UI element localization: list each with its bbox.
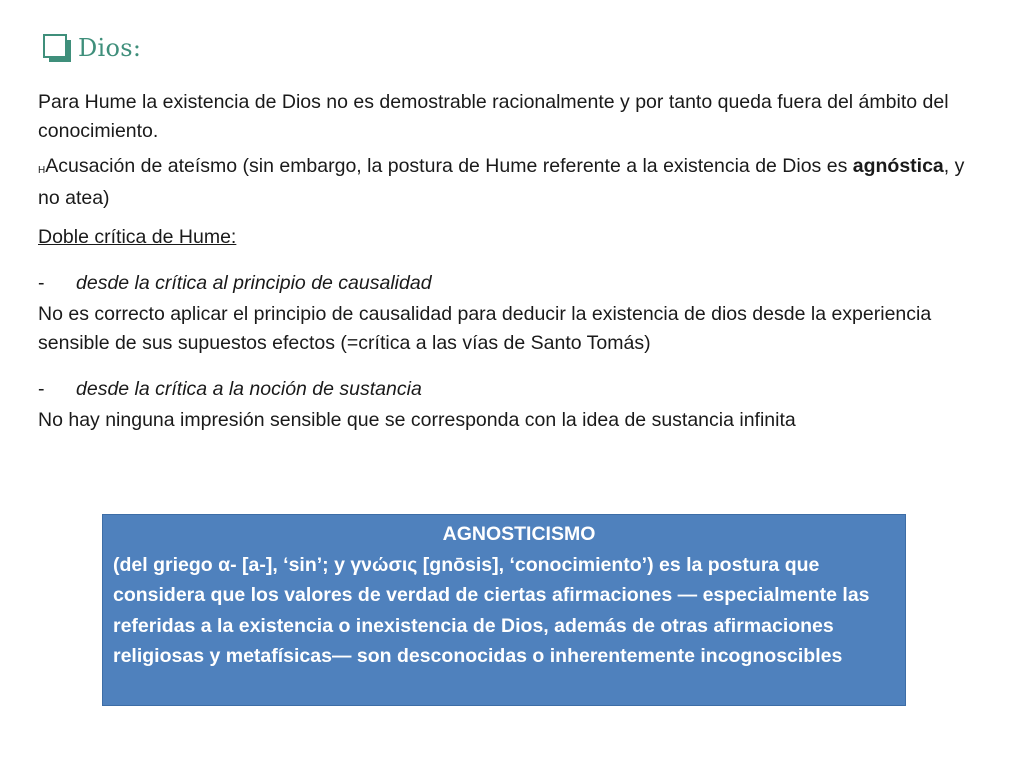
- agnostic-keyword: agnóstica: [852, 155, 944, 177]
- dash-bullet: -: [38, 272, 45, 294]
- definition-text: (del griego α- [a-], ‘sin’; y γνώσις [gnōsis], ‘conocimiento’) es la postura que considera que los valores de verdad de ciertas afirmaciones — especialmente las referidas a la existencia o inexistencia de Dios, además de otras afirmaciones religiosas y metafísicas— son desconocidas o inherentemente incognoscibles: [113, 553, 870, 667]
- critique-title-substance: desde la crítica a la noción de sustancia: [76, 378, 422, 400]
- intro-paragraph: Para Hume la existencia de Dios no es demostrable racionalmente y por tanto queda fuera del ámbito del conocimiento.: [38, 91, 949, 142]
- dash-bullet: -: [38, 378, 45, 400]
- paragraph-marker: H: [38, 165, 46, 176]
- checkbox-icon: [40, 31, 74, 65]
- atheism-paragraph: [38, 152, 978, 213]
- slide-body: [38, 88, 978, 441]
- critique-text-causality: No es correcto aplicar el principio de causalidad para deducir la existencia de dios desde la experiencia sensible de sus supuestos efectos (=crítica a las vías de Santo Tomás): [38, 303, 932, 354]
- critique-heading: Doble crítica de Hume:: [38, 226, 237, 248]
- definition-title: AGNOSTICISMO: [442, 523, 596, 545]
- slide-title: Dios:: [78, 34, 142, 62]
- critique-title-causality: desde la crítica al principio de causalidad: [76, 272, 432, 294]
- critique-item-substance: [38, 375, 978, 404]
- critique-item-causality: [38, 269, 978, 298]
- critique-text-substance: No hay ninguna impresión sensible que se corresponda con la idea de sustancia infinita: [38, 409, 796, 431]
- atheism-text-end: , y no atea): [38, 155, 965, 209]
- slide-title-row: [40, 26, 141, 70]
- definition-box: [102, 514, 906, 706]
- atheism-text-start: Acusación de ateísmo (sin embargo, la postura de Hume referente a la existencia de Dios es: [45, 155, 853, 177]
